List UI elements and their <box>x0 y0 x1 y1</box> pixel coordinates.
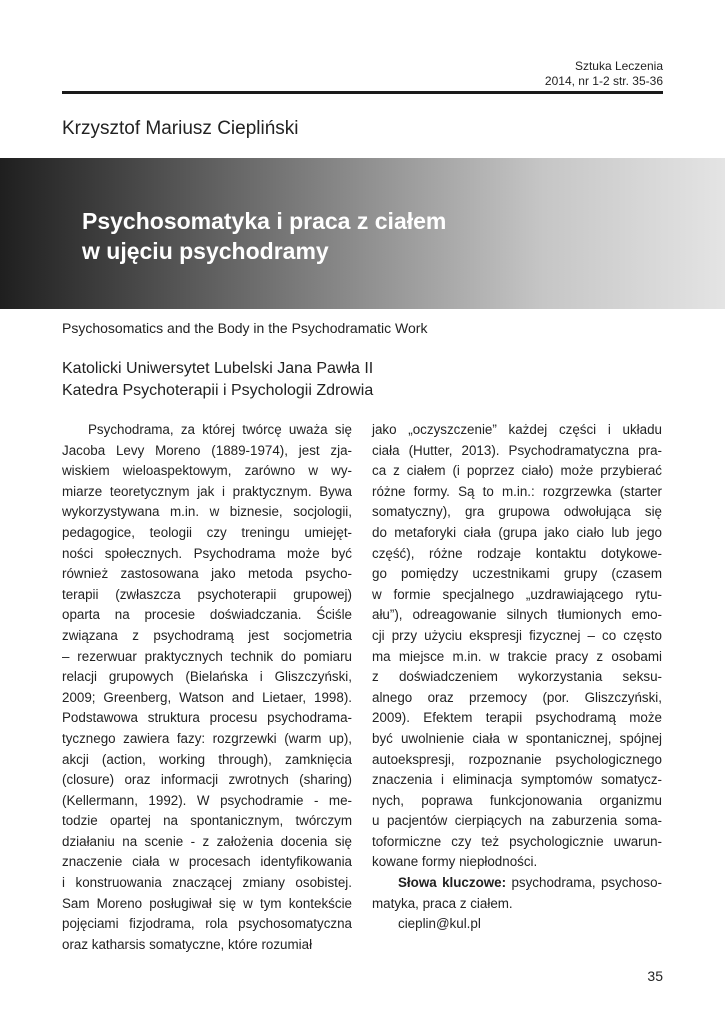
email-address: cieplin@kul.pl <box>398 916 481 932</box>
body-text-line: (closure) oraz informacji zwrotnych (sharing) <box>62 772 352 788</box>
body-text-line: cji przy użyciu ekspresji fizycznej – co często <box>372 627 662 643</box>
body-text-line: todzie opartej na spontanicznym, twórczym <box>62 813 352 829</box>
body-text-line: Sam Moreno posługiwał się w tym kontekście <box>62 895 352 911</box>
author-name: Krzysztof Mariusz Ciepliński <box>62 118 299 139</box>
affiliation-university: Katolicki Uniwersytet Lubelski Jana Pawła II <box>62 360 374 377</box>
left-column <box>62 420 352 955</box>
journal-issue: 2014, nr 1-2 str. 35-36 <box>544 74 663 88</box>
body-text-line: autoekspresji, rozpoznanie psychologicznego <box>372 751 662 767</box>
body-text-line: pedagogice, teologii czy treningu umiejęt- <box>62 524 352 540</box>
body-text-line: oraz katharsis somatyczne, które rozumiał <box>62 936 313 952</box>
body-text-line: toformiczne czy też psychologicznie uwarun- <box>372 833 662 849</box>
title-banner <box>0 158 725 309</box>
body-text-line: Psychodrama, za której twórcę uważa się <box>88 422 352 437</box>
title-line-1: Psychosomatyka i praca z ciałem <box>82 208 447 234</box>
english-title: Psychosomatics and the Body in the Psychodramatic Work <box>62 320 428 336</box>
keywords-text-1: psychodrama, psychoso- <box>506 875 662 891</box>
body-text-line: wykorzystywana m.in. w biznesie, socjologii, <box>62 504 352 520</box>
affiliation <box>62 358 373 402</box>
page-number: 35 <box>647 968 663 984</box>
body-text-line: ciała (Hutter, 2013). Psychodramatyczna pra- <box>372 442 662 458</box>
body-text-line: ca z ciałem (i poprzez ciało) może przybierać <box>372 463 662 479</box>
body-text-line: (Kellermann, 1992). W psychodramie - me- <box>62 792 352 808</box>
body-text-line: tycznego zawiera fazy: rozgrzewki (warm up), <box>62 730 352 746</box>
body-text-line: do metaforyki ciała (grupa jako ciało lub jego <box>372 524 662 540</box>
body-text-line: pojęciami fizjodrama, rola psychosomatyczna <box>62 916 352 932</box>
body-text-line: – rezerwuar praktycznych technik do pomiaru <box>62 648 352 664</box>
keywords-line-2: matyka, praca z ciałem. <box>372 895 513 911</box>
body-text-line: i konstruowania znaczącej zmiany osobistej. <box>62 875 352 891</box>
body-text-line: u pacjentów cierpiących na zaburzenia soma- <box>372 813 662 829</box>
body-text-line: oparta na procesie doświadczania. Ściśle <box>62 607 352 623</box>
article-title <box>82 206 446 266</box>
keywords-label: Słowa kluczowe: <box>398 875 507 891</box>
body-text-line: jako „oczyszczenie” każdej części i układu <box>372 422 662 437</box>
body-text-line: różne formy. Są to m.in.: rozgrzewka (starter <box>372 483 662 499</box>
body-text-line: ności społecznych. Psychodrama może być <box>62 545 352 561</box>
body-text-line: 2009). Efektem terapii psychodramą może <box>372 710 662 726</box>
body-text-line: Podstawowa struktura procesu psychodrama- <box>62 710 352 726</box>
body-text-line: związana z psychodramą jest socjometria <box>62 627 352 643</box>
keywords-line-1 <box>372 873 662 894</box>
body-text-line: alnego oraz przemocy (por. Gliszczyński, <box>372 689 662 705</box>
body-text-line: 2009; Greenberg, Watson and Lietaer, 1998). <box>62 689 352 705</box>
body-text-line: ma miejsce m.in. w trakcie pracy z osobami <box>372 648 662 664</box>
title-line-2: w ujęciu psychodramy <box>82 238 329 264</box>
journal-name: Sztuka Leczenia <box>574 59 663 73</box>
body-text-line: terapii (zwłaszcza psychoterapii grupowej) <box>62 586 352 602</box>
body-text-line: somatyczny), gra grupowa odwołująca się <box>372 504 662 520</box>
body-text-line: go pomiędzy uczestnikami grupy (czasem <box>372 566 662 582</box>
body-text-line: ału”), odreagowanie silnych tłumionych emo- <box>372 607 662 623</box>
body-text-line: znaczenie ciała w procesach identyfikowania <box>62 854 352 870</box>
body-text-line: relacji grupowych (Bielańska i Gliszczyński, <box>62 669 352 685</box>
body-text-line: miarze teoretycznym jak i praktycznym. Bywa <box>62 483 352 499</box>
body-text-line: działaniu na scenie - z założenia docenia się <box>62 833 352 849</box>
header-rule <box>62 91 663 94</box>
body-text-line: w formie specjalnego „uzdrawiającego rytu- <box>372 586 662 602</box>
body-text-line: być uwolnienie ciała w spontanicznej, spójnej <box>372 730 662 746</box>
body-text-line: wiskiem wieloaspektowym, zarówno w wy- <box>62 463 352 479</box>
body-text-line: kowane formy niepłodności. <box>372 854 538 870</box>
body-text-line: również zastosowana jako metoda psycho- <box>62 566 352 582</box>
body-text-line: Jacoba Levy Moreno (1889-1974), jest zja- <box>62 442 352 458</box>
journal-header <box>545 59 663 89</box>
body-text-line: część), różne rodzaje kontaktu dotykowe- <box>372 545 662 561</box>
body-text-line: z doświadczeniem wykorzystania seksu- <box>372 669 662 685</box>
affiliation-department: Katedra Psychoterapii i Psychologii Zdrowia <box>62 382 374 399</box>
body-text-line: nych, poprawa funkcjonowania organizmu <box>372 792 662 808</box>
right-column <box>372 420 662 935</box>
body-text-line: znaczenia i eliminacja symptomów somatycz- <box>372 772 662 788</box>
body-text-line: akcji (action, working through), zamknięcia <box>62 751 352 767</box>
